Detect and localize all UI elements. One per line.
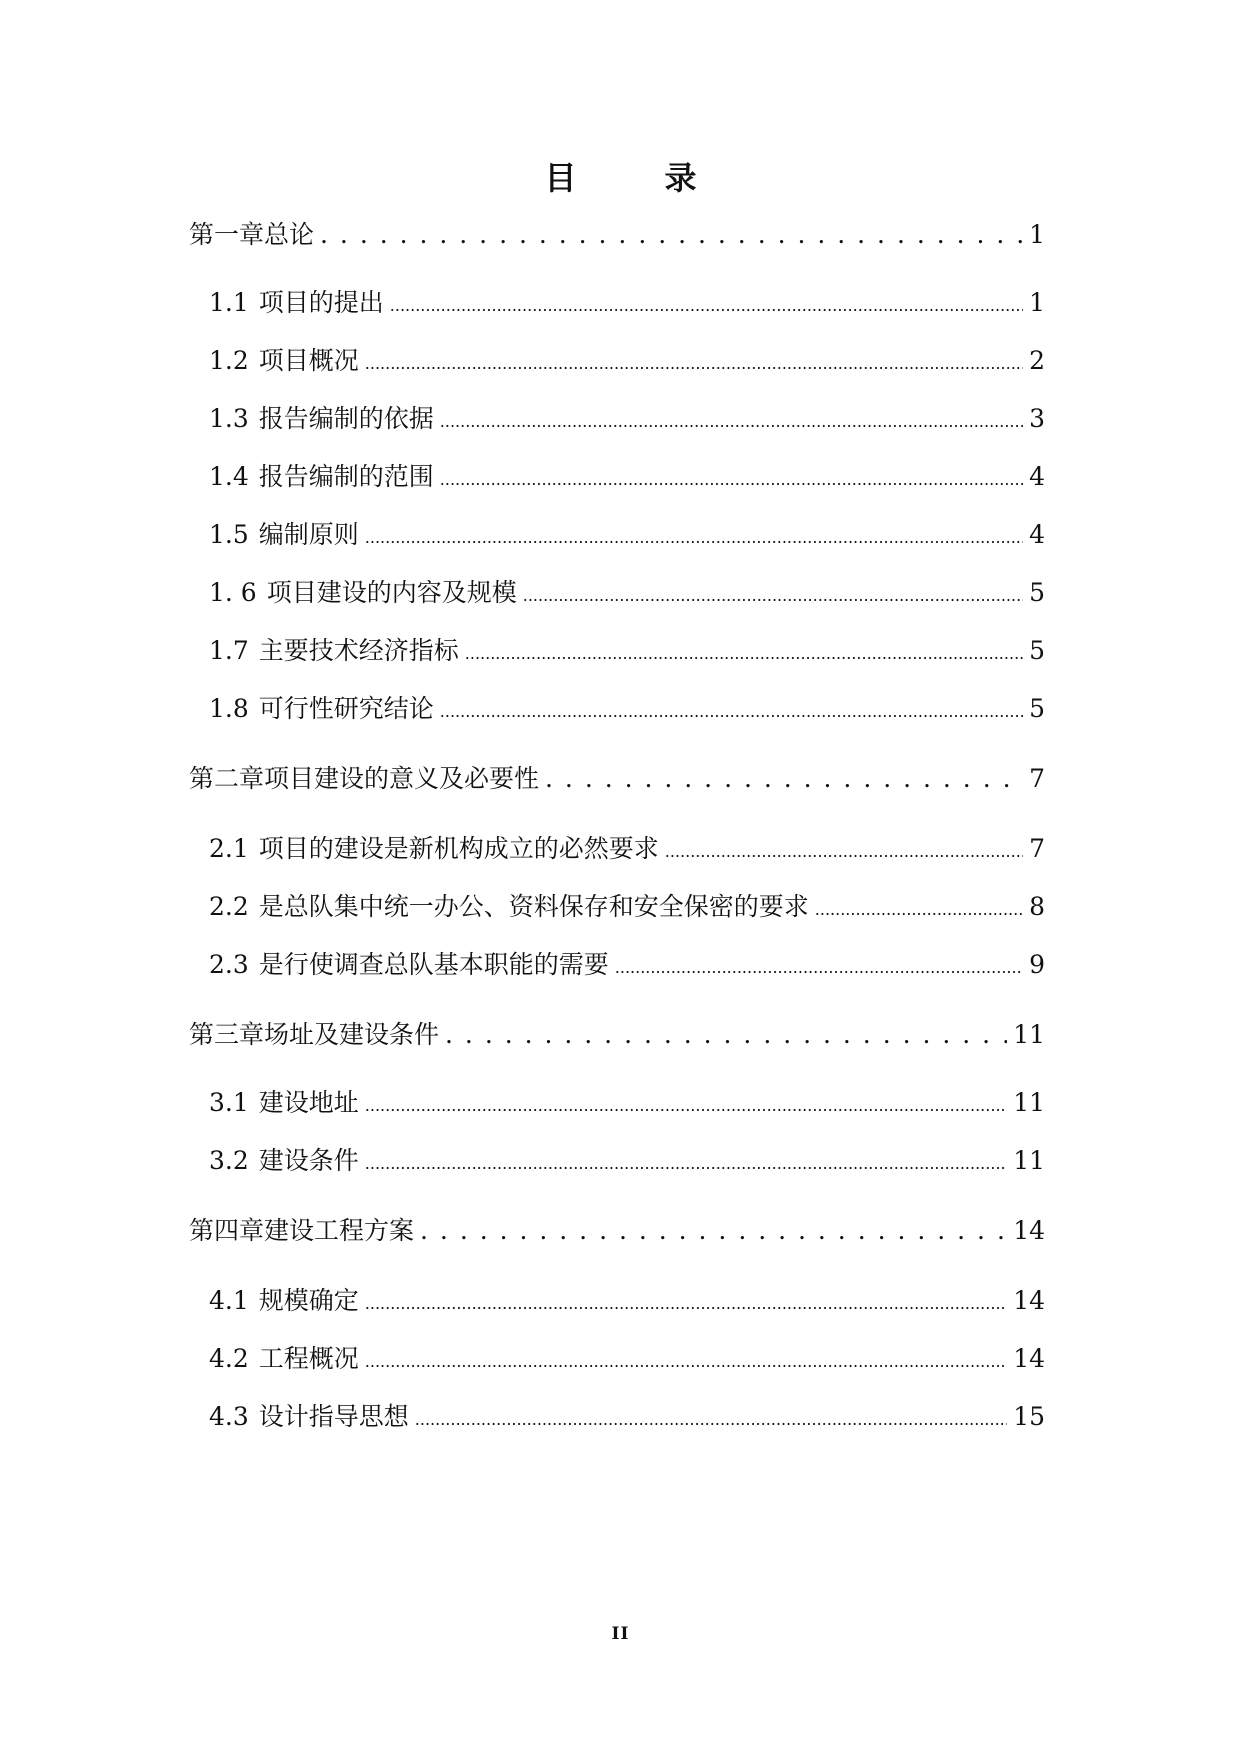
toc-section-entry[interactable] — [209, 1284, 1045, 1321]
toc-dot-leader — [365, 521, 1023, 555]
toc-entry-title: 报告编制的范围 — [258, 462, 434, 491]
toc-chapter-entry[interactable] — [189, 1018, 1045, 1052]
toc-entry-number: 第四章 — [189, 1216, 265, 1245]
toc-section-entry[interactable] — [209, 1086, 1045, 1123]
toc-entry-page-number: 5 — [1029, 636, 1045, 665]
toc-section-entry[interactable] — [209, 1144, 1045, 1181]
toc-section-entry[interactable] — [209, 692, 1045, 729]
toc-section-entry[interactable] — [209, 576, 1045, 613]
toc-entry-number: 2.3 — [209, 950, 249, 979]
toc-entry-page-number: 2 — [1029, 346, 1045, 375]
toc-section-entry[interactable] — [209, 1342, 1045, 1379]
toc-entry-page-number: 4 — [1029, 520, 1045, 549]
toc-entry-page-number: 14 — [1013, 1344, 1045, 1373]
toc-entry-number: 4.2 — [209, 1344, 249, 1373]
toc-entry-number: 1.7 — [209, 636, 249, 665]
toc-dot-leader — [420, 1214, 1007, 1248]
toc-dot-leader — [365, 1345, 1007, 1379]
toc-entry-title: 报告编制的依据 — [258, 404, 434, 433]
toc-dot-leader — [365, 347, 1023, 381]
toc-section-entry[interactable] — [209, 832, 1045, 869]
toc-entry-page-number: 14 — [1013, 1216, 1045, 1245]
toc-entry-page-number: 7 — [1029, 834, 1045, 863]
toc-entry-title: 建设地址 — [258, 1088, 359, 1117]
toc-entry-title: 可行性研究结论 — [258, 694, 434, 723]
toc-section-entry[interactable] — [209, 890, 1045, 927]
toc-entry-title: 是行使调查总队基本职能的需要 — [258, 950, 609, 979]
toc-entry-title: 设计指导思想 — [258, 1402, 409, 1431]
toc-dot-leader — [415, 1403, 1007, 1437]
toc-entry-number: 1.5 — [209, 520, 249, 549]
toc-entry-number: 1.4 — [209, 462, 249, 491]
toc-entry-page-number: 15 — [1013, 1402, 1045, 1431]
toc-section-entry[interactable] — [209, 402, 1045, 439]
toc-entry-title: 编制原则 — [258, 520, 359, 549]
toc-entry-number: 3.1 — [209, 1088, 249, 1117]
toc-dot-leader — [545, 762, 1023, 796]
toc-entry-number: 1.3 — [209, 404, 249, 433]
toc-entry-page-number: 4 — [1029, 462, 1045, 491]
toc-dot-leader — [390, 289, 1023, 323]
toc-entry-title: 建设条件 — [258, 1146, 359, 1175]
toc-section-entry[interactable] — [209, 1400, 1045, 1437]
toc-entry-page-number: 1 — [1029, 220, 1045, 249]
toc-entry-title: 是总队集中统一办公、资料保存和安全保密的要求 — [258, 892, 809, 921]
toc-dot-leader — [440, 463, 1023, 497]
toc-dot-leader — [665, 835, 1023, 869]
toc-section-entry[interactable] — [209, 344, 1045, 381]
toc-entry-number: 第三章 — [189, 1020, 265, 1049]
toc-entry-title: 项目建设的意义及必要性 — [264, 764, 540, 793]
toc-entry-title: 总论 — [264, 220, 315, 249]
toc-dot-leader — [365, 1089, 1007, 1123]
toc-entry-title: 规模确定 — [258, 1286, 359, 1315]
toc-entry-title: 主要技术经济指标 — [258, 636, 459, 665]
page-title: 目 录 — [544, 159, 725, 197]
toc-entry-number: 1.1 — [209, 288, 249, 317]
toc-dot-leader — [815, 893, 1023, 927]
toc-dot-leader — [445, 1018, 1007, 1052]
toc-entry-title: 项目的提出 — [258, 288, 384, 317]
toc-entry-number: 第一章 — [189, 220, 265, 249]
toc-dot-leader — [320, 218, 1023, 252]
toc-chapter-entry[interactable] — [189, 762, 1045, 796]
toc-entry-page-number: 3 — [1029, 404, 1045, 433]
toc-section-entry[interactable] — [209, 634, 1045, 671]
toc-entry-number: 2.2 — [209, 892, 249, 921]
toc-entry-title: 项目概况 — [258, 346, 359, 375]
toc-dot-leader — [523, 579, 1023, 613]
toc-entry-number: 4.1 — [209, 1286, 249, 1315]
toc-entry-page-number: 9 — [1029, 950, 1045, 979]
toc-entry-title: 项目建设的内容及规模 — [266, 578, 517, 607]
toc-section-entry[interactable] — [209, 460, 1045, 497]
toc-dot-leader — [440, 405, 1023, 439]
toc-entry-number: 4.3 — [209, 1402, 249, 1431]
toc-entry-number: 3.2 — [209, 1146, 249, 1175]
toc-dot-leader — [440, 695, 1023, 729]
toc-entry-number: 1.8 — [209, 694, 249, 723]
toc-entry-page-number: 1 — [1029, 288, 1045, 317]
toc-entry-number: 1.2 — [209, 346, 249, 375]
toc-entry-page-number: 5 — [1029, 578, 1045, 607]
toc-entry-page-number: 11 — [1013, 1020, 1045, 1049]
toc-entry-number: 1. 6 — [209, 578, 257, 607]
toc-chapter-entry[interactable] — [189, 218, 1045, 252]
toc-entry-page-number: 7 — [1029, 764, 1045, 793]
toc-entry-page-number: 11 — [1013, 1088, 1045, 1117]
toc-entry-page-number: 8 — [1029, 892, 1045, 921]
toc-dot-leader — [465, 637, 1023, 671]
toc-entry-title: 建设工程方案 — [264, 1216, 415, 1245]
toc-dot-leader — [365, 1287, 1007, 1321]
toc-dot-leader — [365, 1147, 1007, 1181]
toc-section-entry[interactable] — [209, 518, 1045, 555]
page-number: II — [611, 1624, 630, 1644]
toc-entry-page-number: 14 — [1013, 1286, 1045, 1315]
toc-entry-page-number: 5 — [1029, 694, 1045, 723]
toc-entry-title: 项目的建设是新机构成立的必然要求 — [258, 834, 659, 863]
toc-entry-title: 工程概况 — [258, 1344, 359, 1373]
toc-entry-number: 第二章 — [189, 764, 265, 793]
toc-entry-title: 场址及建设条件 — [264, 1020, 440, 1049]
toc-entry-page-number: 11 — [1013, 1146, 1045, 1175]
toc-entry-number: 2.1 — [209, 834, 249, 863]
toc-dot-leader — [615, 951, 1023, 985]
toc-section-entry[interactable] — [209, 948, 1045, 985]
toc-chapter-entry[interactable] — [189, 1214, 1045, 1248]
toc-section-entry[interactable] — [209, 286, 1045, 323]
